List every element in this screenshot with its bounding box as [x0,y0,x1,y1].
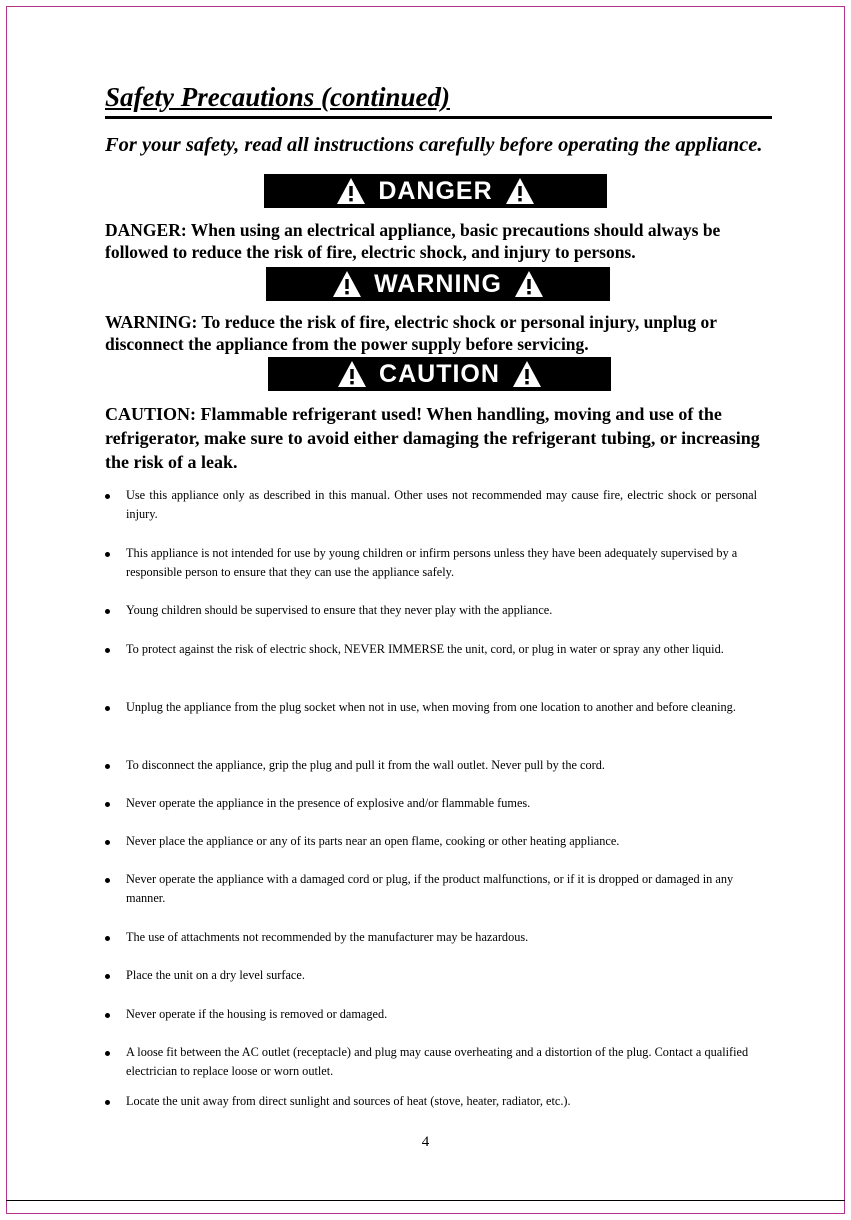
list-item-text: To disconnect the appliance, grip the plug and pull it from the wall outlet. Never pull by the cord. [126,758,605,772]
list-item-text: Never operate the appliance with a damaged cord or plug, if the product malfunctions, or if it is dropped or damaged in any manner. [126,872,734,905]
title-rule [105,116,772,119]
list-item-text: Never place the appliance or any of its parts near an open flame, cooking or other heating appliance. [126,834,620,848]
list-item [105,928,757,947]
bullet-icon [105,840,110,845]
warning-triangle-icon [337,360,367,388]
list-item-text: Place the unit on a dry level surface. [126,968,305,982]
bullet-icon [105,552,110,557]
warning-triangle-icon [332,270,362,298]
bullet-icon [105,974,110,979]
bullet-icon [105,609,110,614]
list-item-text: To protect against the risk of electric shock, NEVER IMMERSE the unit, cord, or plug in water or spray any other liquid. [126,642,724,656]
list-item-text: This appliance is not intended for use by young children or infirm persons unless they have been adequately supervised by a responsible person to ensure that they can use the appliance safely. [126,546,738,579]
list-item [105,794,757,813]
warning-banner-label: WARNING [374,269,502,298]
list-item [105,601,757,620]
bullet-icon [105,936,110,941]
list-item [105,640,757,659]
caution-statement: CAUTION: Flammable refrigerant used! When handling, moving and use of the refrigerator, make sure to avoid either damaging the refrigerant tubing, or increasing the risk of a leak. [105,404,760,472]
caution-banner-label: CAUTION [379,359,500,388]
bullet-icon [105,764,110,769]
list-item [105,966,757,985]
warning-banner [266,267,610,301]
bullet-icon [105,1013,110,1018]
list-item-text: Unplug the appliance from the plug socket when not in use, when moving from one location to another and before cleaning. [126,700,736,714]
bullet-icon [105,494,110,499]
page-number: 4 [421,1134,430,1150]
page-title: Safety Precautions (continued) [105,82,450,112]
caution-banner [268,357,611,391]
list-item-text: A loose fit between the AC outlet (receptacle) and plug may cause overheating and a distortion of the plug. Contact a qualified electrician to replace loose or worn outlet. [126,1045,749,1078]
list-item-text: Never operate if the housing is removed or damaged. [126,1007,388,1021]
list-item-text: Never operate the appliance in the presence of explosive and/or flammable fumes. [126,796,531,810]
bottom-rule [6,1200,845,1201]
danger-statement: DANGER: When using an electrical appliance, basic precautions should always be followed to reduce the risk of fire, electric shock, and injury to persons. [105,220,721,262]
list-item [105,870,757,908]
warning-triangle-icon [514,270,544,298]
intro-text: For your safety, read all instructions carefully before operating the appliance. [105,134,763,156]
bullet-icon [105,1100,110,1105]
warning-statement: WARNING: To reduce the risk of fire, electric shock or personal injury, unplug or disconnect the appliance from the power supply before servicing. [105,312,717,354]
bullet-icon [105,648,110,653]
list-item [105,1043,757,1081]
warning-triangle-icon [336,177,366,205]
danger-banner-label: DANGER [378,176,493,205]
bullet-icon [105,1051,110,1056]
list-item [105,544,757,582]
list-item [105,756,757,775]
list-item [105,1092,757,1111]
bullet-icon [105,706,110,711]
list-item [105,486,757,524]
list-item-text: The use of attachments not recommended by the manufacturer may be hazardous. [126,930,529,944]
bullet-icon [105,878,110,883]
list-item-text: Locate the unit away from direct sunlight and sources of heat (stove, heater, radiator, etc.). [126,1094,571,1108]
danger-banner [264,174,607,208]
list-item-text: Use this appliance only as described in this manual. Other uses not recommended may cause fire, electric shock or personal injury. [126,488,757,521]
list-item-text: Young children should be supervised to ensure that they never play with the appliance. [126,603,553,617]
bullet-icon [105,802,110,807]
list-item [105,832,757,851]
list-item [105,1005,757,1024]
warning-triangle-icon [505,177,535,205]
list-item [105,698,757,717]
warning-triangle-icon [512,360,542,388]
